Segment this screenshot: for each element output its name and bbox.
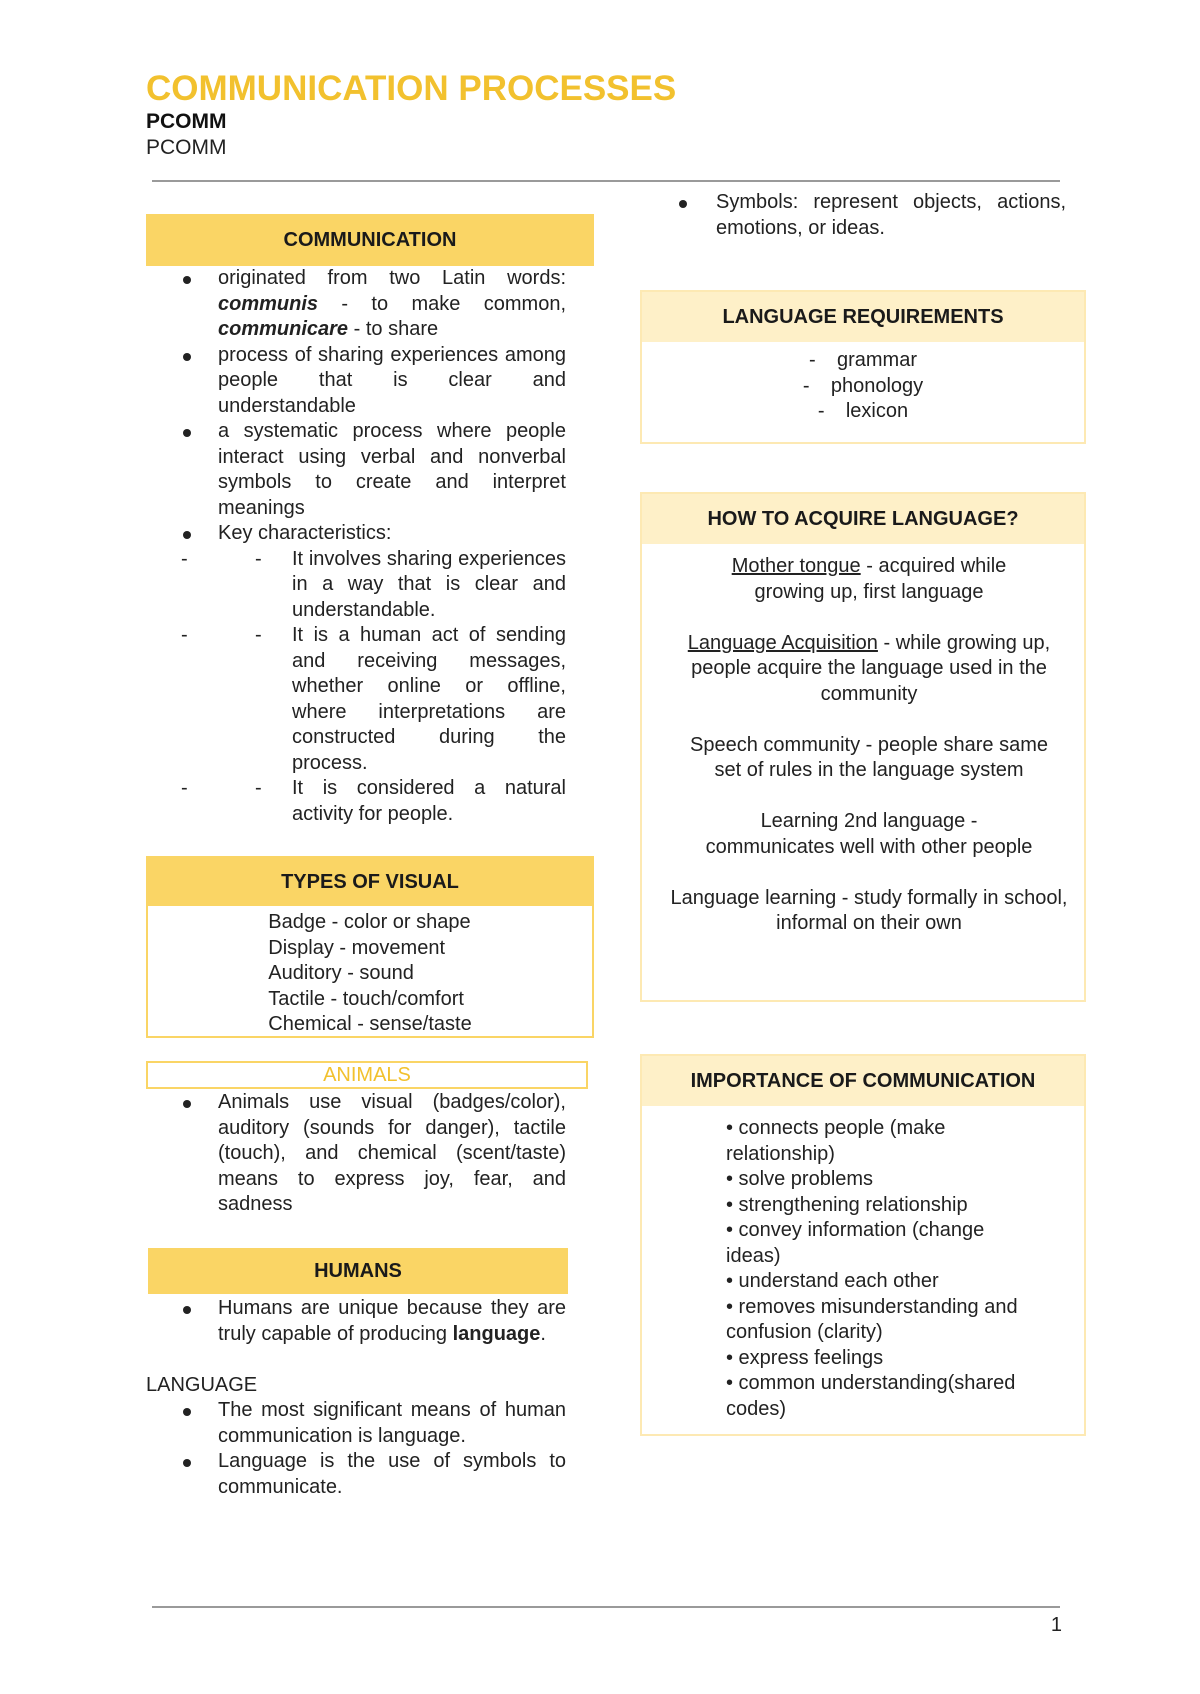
list-item: Symbols: represent objects, actions, emotions, or ideas.	[642, 190, 1066, 241]
list-item: • convey information (change ideas)	[726, 1219, 985, 1267]
communication-heading: COMMUNICATION	[146, 214, 594, 266]
page-title: COMMUNICATION PROCESSES	[146, 69, 677, 108]
list-item: - grammar	[808, 349, 917, 371]
learning-second-language-paragraph: Learning 2nd language - communicates well with other people	[705, 810, 1033, 858]
language-learning-paragraph: Language learning - study formally in school, informal on their own	[670, 886, 1068, 934]
list-item: Badge - color or shape	[268, 911, 471, 933]
how-to-acquire-content	[642, 544, 1084, 937]
list-item: • removes misunderstanding and confusion (clarity)	[726, 1295, 1018, 1343]
communication-section	[146, 266, 566, 827]
list-item: Key characteristics: - - It involves sharing experiences in a way that is clear and understandable. - - It is a human act of sending and receiving messages, whether online or offline, where interpretations are constructed during the process. - - It is considered a natural activity for people.	[146, 521, 566, 827]
importance-box	[640, 1054, 1086, 1436]
course-code-bold: PCOMM	[146, 110, 227, 133]
list-item: • solve problems	[726, 1168, 874, 1190]
list-item: Tactile - touch/comfort	[268, 987, 464, 1010]
mother-tongue-paragraph: Mother tongue - acquired while growing up, first language	[731, 555, 1007, 603]
language-requirements-heading: LANGUAGE REQUIREMENTS	[642, 292, 1084, 342]
list-item: • strengthening relationship	[726, 1193, 968, 1216]
language-label: LANGUAGE	[146, 1373, 258, 1396]
types-of-visual-list	[148, 906, 592, 1038]
types-of-visual-box	[146, 856, 594, 1038]
language-acquisition-paragraph: Language Acquisition - while growing up, people acquire the language used in the community	[687, 631, 1051, 705]
course-code: PCOMM	[146, 136, 227, 159]
speech-community-paragraph: Speech community - people share same set of rules in the language system	[690, 733, 1048, 781]
top-divider	[152, 180, 1060, 182]
animals-heading: ANIMALS	[146, 1061, 588, 1089]
sub-list-item: - - It involves sharing experiences in a way that is clear and understandable.	[146, 547, 566, 624]
list-item: a systematic process where people interact using verbal and nonverbal symbols to create and interpret meanings	[146, 419, 566, 521]
page-number: 1	[1050, 1614, 1062, 1636]
list-item: • express feelings	[726, 1346, 884, 1369]
bottom-divider	[152, 1606, 1060, 1608]
list-item: • common understanding(shared codes)	[726, 1372, 1016, 1420]
sub-list-item: - - It is considered a natural activity for people.	[146, 776, 566, 827]
list-item: - phonology	[802, 374, 924, 397]
list-item: - lexicon	[817, 400, 909, 422]
sub-list-item: - - It is a human act of sending and receiving messages, whether online or offline, where interpretations are constructed during the process.	[146, 623, 566, 776]
list-item: Display - movement	[268, 936, 445, 959]
importance-list	[642, 1106, 1084, 1422]
list-item: Auditory - sound	[268, 962, 414, 984]
types-of-visual-heading: TYPES OF VISUAL	[148, 858, 592, 906]
list-item: Chemical - sense/taste	[268, 1013, 472, 1035]
list-item: process of sharing experiences among people that is clear and understandable	[146, 343, 566, 420]
humans-heading: HUMANS	[148, 1248, 568, 1294]
list-item: • connects people (make relationship)	[726, 1117, 946, 1165]
humans-section	[146, 1296, 566, 1500]
list-item: originated from two Latin words: communis - to make common, communicare - to share	[146, 266, 566, 343]
importance-heading: IMPORTANCE OF COMMUNICATION	[642, 1056, 1084, 1106]
language-requirements-box	[640, 290, 1086, 444]
list-item: Language is the use of symbols to communicate.	[146, 1449, 566, 1500]
list-item: Humans are unique because they are truly capable of producing language.	[146, 1296, 566, 1347]
language-requirements-list	[642, 342, 1084, 425]
how-to-acquire-heading: HOW TO ACQUIRE LANGUAGE?	[642, 494, 1084, 544]
list-item: The most significant means of human communication is language.	[146, 1398, 566, 1449]
list-item: • understand each other	[726, 1270, 939, 1292]
animals-section	[146, 1090, 566, 1218]
list-item: Animals use visual (badges/color), auditory (sounds for danger), tactile (touch), and chemical (scent/taste) means to express joy, fear, and sadness	[146, 1090, 566, 1218]
how-to-acquire-box	[640, 492, 1086, 1002]
symbols-section	[642, 190, 1066, 241]
